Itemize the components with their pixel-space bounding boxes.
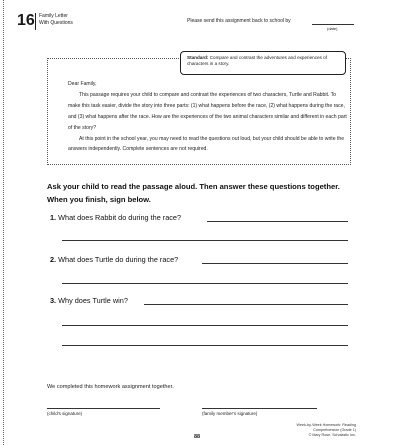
lesson-number: 16	[17, 12, 35, 29]
question-3	[50, 296, 128, 305]
question-1	[50, 213, 181, 222]
question-2-text: What does Turtle do during the race?	[58, 255, 179, 264]
question-2-number: 2.	[50, 255, 57, 264]
answer-line-3c[interactable]	[62, 345, 348, 346]
return-date-line[interactable]	[312, 24, 354, 25]
standard-label: Standard:	[187, 55, 209, 60]
letter-paragraph-1: This passage requires your child to compare and contrast the experiences of two characters, Turtle and Rabbit. To make this task easier, divide the story into three parts: (1) what happens before the race, (2) what happens during the race, and (3) what happens after the race. How are the experiences of the two animal characters similar and different in each part of the story?	[68, 91, 347, 131]
child-signature-line[interactable]	[47, 408, 160, 409]
family-signature-label: (family member's signature)	[202, 411, 258, 416]
letter-greeting: Dear Family,	[68, 81, 97, 87]
answer-line-1a[interactable]	[207, 221, 348, 222]
standard-box	[180, 51, 346, 75]
page-number: 88	[194, 434, 201, 440]
answer-line-2a[interactable]	[202, 263, 348, 264]
header-divider	[35, 13, 36, 30]
answer-line-3b[interactable]	[62, 325, 348, 326]
answer-line-2b[interactable]	[62, 283, 348, 284]
question-1-number: 1.	[50, 213, 57, 222]
standard-text: Compare and contrast the adventures and experiences of characters in a story.	[187, 55, 327, 66]
credit-line-2: © Mary Rose, Scholastic Inc.	[308, 433, 356, 437]
letter-paragraph-2: At this point in the school year, you may need to read the questions out loud, but your child should be able to write the answers independently. Complete sentences are not required.	[68, 135, 345, 153]
page-margin-dots	[3, 0, 4, 445]
answer-line-3a[interactable]	[144, 304, 348, 305]
lesson-title-line2: With Questions	[39, 19, 73, 26]
question-2	[50, 255, 178, 264]
lesson-title	[39, 13, 73, 26]
question-1-text: What does Rabbit do during the race?	[58, 213, 182, 222]
instructions: Ask your child to read the passage aloud. Then answer these questions together. When you finish, sign below.	[47, 182, 340, 204]
family-signature-line[interactable]	[202, 408, 317, 409]
lesson-title-line1: Family Letter	[39, 13, 68, 19]
return-date-label: (date)	[327, 26, 338, 31]
question-3-text: Why does Turtle win?	[58, 296, 128, 305]
credit-line-1: Week-by-Week Homework: Reading Comprehension (Grade 1)	[296, 423, 356, 432]
completion-statement: We completed this homework assignment together.	[47, 384, 174, 390]
question-3-number: 3.	[50, 296, 57, 305]
copyright-credit	[270, 423, 356, 438]
return-instruction: Please send this assignment back to school by	[187, 18, 291, 24]
answer-line-1b[interactable]	[62, 240, 348, 241]
child-signature-label: (child's signature)	[47, 411, 83, 416]
family-letter	[68, 79, 348, 155]
